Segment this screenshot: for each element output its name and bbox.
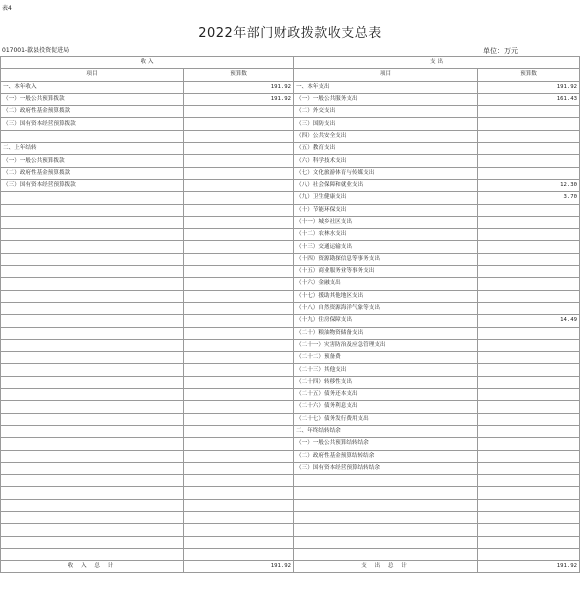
income-item-cell xyxy=(1,548,184,560)
expense-item-cell: （十九）住房保障支出 xyxy=(294,315,478,327)
income-value-cell xyxy=(184,192,294,204)
income-item-cell xyxy=(1,192,184,204)
income-item-cell: （二）政府性基金预算拨款 xyxy=(1,167,184,179)
expense-value-cell: 12.30 xyxy=(478,179,580,191)
income-value-cell xyxy=(184,315,294,327)
expense-value-cell xyxy=(478,487,580,499)
expense-value-cell xyxy=(478,155,580,167)
expense-value-cell xyxy=(478,143,580,155)
expense-item-cell: （七）文化旅游体育与传媒支出 xyxy=(294,167,478,179)
expense-value-cell: 161.43 xyxy=(478,93,580,105)
table-row xyxy=(1,278,580,290)
table-row xyxy=(1,376,580,388)
income-item-cell: （三）国有资本经营预算拨款 xyxy=(1,118,184,130)
income-item-cell xyxy=(1,425,184,437)
income-value-cell: 191.92 xyxy=(184,93,294,105)
income-value-cell xyxy=(184,487,294,499)
table-number: 表4 xyxy=(2,5,12,12)
expense-item-cell: （二十六）债务利息支出 xyxy=(294,401,478,413)
income-item-cell: （三）国有资本经营预算拨款 xyxy=(1,179,184,191)
expense-item-cell: （五）教育支出 xyxy=(294,143,478,155)
income-item-cell xyxy=(1,499,184,511)
expense-value-cell xyxy=(478,130,580,142)
table-row xyxy=(1,389,580,401)
expense-value-cell xyxy=(478,253,580,265)
expense-value-cell xyxy=(478,229,580,241)
expense-value-cell xyxy=(478,438,580,450)
income-value-cell xyxy=(184,266,294,278)
income-value-cell xyxy=(184,167,294,179)
table-row xyxy=(1,339,580,351)
table-row xyxy=(1,204,580,216)
income-item-cell xyxy=(1,462,184,474)
expense-value-cell xyxy=(478,106,580,118)
table-row xyxy=(1,302,580,314)
expense-item-cell: （二十四）转移性支出 xyxy=(294,376,478,388)
expense-value-cell xyxy=(478,450,580,462)
income-value-cell xyxy=(184,118,294,130)
income-budget-header: 预算数 xyxy=(184,69,294,81)
expense-value-cell xyxy=(478,241,580,253)
income-item-cell xyxy=(1,487,184,499)
expense-item-cell: （十五）商业服务业等事务支出 xyxy=(294,266,478,278)
page-title: 2022年部门财政拨款收支总表 xyxy=(198,26,382,41)
table-row xyxy=(1,130,580,142)
income-value-cell xyxy=(184,450,294,462)
income-item-cell xyxy=(1,290,184,302)
expense-item-cell: （十八）自然资源海洋气象等支出 xyxy=(294,302,478,314)
income-value-cell xyxy=(184,130,294,142)
expense-item-cell: （一）一般公共服务支出 xyxy=(294,93,478,105)
expense-value-cell xyxy=(478,327,580,339)
income-item-cell xyxy=(1,302,184,314)
income-value-cell xyxy=(184,352,294,364)
income-value-cell xyxy=(184,364,294,376)
income-value-cell xyxy=(184,290,294,302)
expense-value-cell xyxy=(478,266,580,278)
expense-value-cell xyxy=(478,352,580,364)
table-row xyxy=(1,143,580,155)
income-value-cell xyxy=(184,413,294,425)
expense-item-cell: （一）一般公共预算结转结余 xyxy=(294,438,478,450)
table-row xyxy=(1,450,580,462)
income-value-cell xyxy=(184,401,294,413)
expense-item-cell xyxy=(294,475,478,487)
income-item-cell xyxy=(1,524,184,536)
table-row xyxy=(1,536,580,548)
expense-item-cell xyxy=(294,487,478,499)
income-item-cell xyxy=(1,450,184,462)
income-value-cell xyxy=(184,106,294,118)
income-item-cell xyxy=(1,389,184,401)
expense-item-cell: （十七）援助其他地区支出 xyxy=(294,290,478,302)
income-value-cell xyxy=(184,327,294,339)
income-item-cell: 二、上年结转 xyxy=(1,143,184,155)
table-row xyxy=(1,106,580,118)
income-item-cell xyxy=(1,315,184,327)
expense-item-cell: （二十七）债务发行费用支出 xyxy=(294,413,478,425)
income-value-cell: 191.92 xyxy=(184,81,294,93)
income-item-cell xyxy=(1,376,184,388)
table-row xyxy=(1,290,580,302)
expense-value-cell xyxy=(478,511,580,523)
expense-value-cell xyxy=(478,462,580,474)
table-row xyxy=(1,179,580,191)
expense-value-cell xyxy=(478,401,580,413)
income-value-cell xyxy=(184,302,294,314)
income-value-cell xyxy=(184,376,294,388)
expense-value-cell xyxy=(478,413,580,425)
income-item-cell xyxy=(1,475,184,487)
income-item-cell: （一）一般公共预算拨款 xyxy=(1,93,184,105)
expense-value-cell: 3.70 xyxy=(478,192,580,204)
income-value-cell xyxy=(184,179,294,191)
income-value-cell xyxy=(184,143,294,155)
income-header: 收 入 xyxy=(1,57,294,69)
budget-table xyxy=(0,56,580,573)
expense-value-cell xyxy=(478,204,580,216)
expense-header: 支 出 xyxy=(294,57,580,69)
table-row xyxy=(1,253,580,265)
income-value-cell xyxy=(184,389,294,401)
expense-item-cell: （二十一）灾害防治及应急管理支出 xyxy=(294,339,478,351)
expense-item-cell xyxy=(294,548,478,560)
income-item-cell xyxy=(1,413,184,425)
table-row xyxy=(1,229,580,241)
budget-table-body xyxy=(1,57,580,573)
expense-item-cell: （九）卫生健康支出 xyxy=(294,192,478,204)
income-item-cell: （二）政府性基金预算拨款 xyxy=(1,106,184,118)
table-row xyxy=(1,81,580,93)
income-value-cell xyxy=(184,475,294,487)
income-item-cell xyxy=(1,364,184,376)
table-row xyxy=(1,511,580,523)
income-value-cell xyxy=(184,438,294,450)
income-value-cell xyxy=(184,229,294,241)
income-item-cell xyxy=(1,266,184,278)
expense-item-cell: （二十三）其他支出 xyxy=(294,364,478,376)
table-row xyxy=(1,266,580,278)
expense-item-cell: 二、年终结转结余 xyxy=(294,425,478,437)
expense-item-cell: （二十）粮油物资储备支出 xyxy=(294,327,478,339)
income-item-cell xyxy=(1,536,184,548)
income-item-cell xyxy=(1,511,184,523)
expense-value-cell: 191.92 xyxy=(478,81,580,93)
income-item-cell xyxy=(1,241,184,253)
expense-value-cell xyxy=(478,389,580,401)
income-value-cell xyxy=(184,462,294,474)
income-value-cell xyxy=(184,499,294,511)
expense-value-cell: 14.49 xyxy=(478,315,580,327)
income-item-cell xyxy=(1,401,184,413)
income-value-cell xyxy=(184,241,294,253)
table-row xyxy=(1,315,580,327)
table-row xyxy=(1,167,580,179)
income-item-cell xyxy=(1,130,184,142)
income-item-cell xyxy=(1,216,184,228)
expense-item-cell: （十六）金融支出 xyxy=(294,278,478,290)
expense-value-cell xyxy=(478,339,580,351)
expense-item-cell: （二）外交支出 xyxy=(294,106,478,118)
unit-label: 单位：万元 xyxy=(483,47,518,55)
expense-item-cell: （二十五）债务还本支出 xyxy=(294,389,478,401)
expense-budget-header: 预算数 xyxy=(478,69,580,81)
expense-total-label: 支 出 总 计 xyxy=(294,561,478,573)
income-item-header: 项目 xyxy=(1,69,184,81)
expense-item-cell: （十三）交通运输支出 xyxy=(294,241,478,253)
expense-value-cell xyxy=(478,536,580,548)
expense-value-cell xyxy=(478,290,580,302)
table-row xyxy=(1,524,580,536)
income-value-cell xyxy=(184,155,294,167)
income-value-cell xyxy=(184,339,294,351)
organization-code: 017001-歙县投资促进局 xyxy=(2,47,70,54)
expense-item-cell: （十）节能环保支出 xyxy=(294,204,478,216)
expense-item-header: 项目 xyxy=(294,69,478,81)
table-row xyxy=(1,548,580,560)
table-row xyxy=(1,475,580,487)
income-value-cell xyxy=(184,204,294,216)
table-row xyxy=(1,438,580,450)
expense-value-cell xyxy=(478,499,580,511)
table-row xyxy=(1,425,580,437)
expense-item-cell: （三）国有资本经营预算结转结余 xyxy=(294,462,478,474)
expense-item-cell: （三）国防支出 xyxy=(294,118,478,130)
expense-item-cell xyxy=(294,511,478,523)
income-item-cell xyxy=(1,253,184,265)
table-row xyxy=(1,487,580,499)
table-row xyxy=(1,93,580,105)
expense-value-cell xyxy=(478,278,580,290)
expense-value-cell xyxy=(478,376,580,388)
section-header-row xyxy=(1,57,580,69)
expense-item-cell: （二）政府性基金预算结转结余 xyxy=(294,450,478,462)
table-row xyxy=(1,327,580,339)
table-row xyxy=(1,462,580,474)
table-row xyxy=(1,192,580,204)
expense-item-cell: （八）社会保障和就业支出 xyxy=(294,179,478,191)
table-row xyxy=(1,155,580,167)
income-item-cell xyxy=(1,327,184,339)
expense-value-cell xyxy=(478,425,580,437)
expense-item-cell: （十一）城乡社区支出 xyxy=(294,216,478,228)
table-row xyxy=(1,364,580,376)
expense-item-cell: 一、本年支出 xyxy=(294,81,478,93)
expense-value-cell xyxy=(478,524,580,536)
expense-value-cell xyxy=(478,167,580,179)
income-item-cell: （一）一般公共预算拨款 xyxy=(1,155,184,167)
income-value-cell xyxy=(184,253,294,265)
expense-value-cell xyxy=(478,302,580,314)
totals-row xyxy=(1,561,580,573)
income-total-label: 收 入 总 计 xyxy=(1,561,184,573)
income-item-cell xyxy=(1,229,184,241)
income-item-cell xyxy=(1,352,184,364)
table-row xyxy=(1,241,580,253)
table-row xyxy=(1,401,580,413)
income-item-cell xyxy=(1,204,184,216)
income-item-cell xyxy=(1,438,184,450)
expense-item-cell xyxy=(294,499,478,511)
expense-value-cell xyxy=(478,475,580,487)
income-item-cell xyxy=(1,278,184,290)
income-value-cell xyxy=(184,425,294,437)
income-value-cell xyxy=(184,216,294,228)
income-total-value: 191.92 xyxy=(184,561,294,573)
income-item-cell: 一、本年收入 xyxy=(1,81,184,93)
table-row xyxy=(1,352,580,364)
expense-item-cell xyxy=(294,524,478,536)
income-value-cell xyxy=(184,511,294,523)
table-row xyxy=(1,216,580,228)
expense-item-cell: （六）科学技术支出 xyxy=(294,155,478,167)
expense-item-cell: （十四）资源勘探信息等事务支出 xyxy=(294,253,478,265)
income-item-cell xyxy=(1,339,184,351)
column-header-row xyxy=(1,69,580,81)
expense-item-cell: （四）公共安全支出 xyxy=(294,130,478,142)
income-value-cell xyxy=(184,524,294,536)
expense-value-cell xyxy=(478,364,580,376)
expense-value-cell xyxy=(478,118,580,130)
table-row xyxy=(1,413,580,425)
expense-value-cell xyxy=(478,548,580,560)
income-value-cell xyxy=(184,548,294,560)
expense-item-cell xyxy=(294,536,478,548)
expense-item-cell: （十二）农林水支出 xyxy=(294,229,478,241)
table-row xyxy=(1,118,580,130)
expense-value-cell xyxy=(478,216,580,228)
income-value-cell xyxy=(184,278,294,290)
expense-total-value: 191.92 xyxy=(478,561,580,573)
income-value-cell xyxy=(184,536,294,548)
expense-item-cell: （二十二）预备费 xyxy=(294,352,478,364)
table-row xyxy=(1,499,580,511)
